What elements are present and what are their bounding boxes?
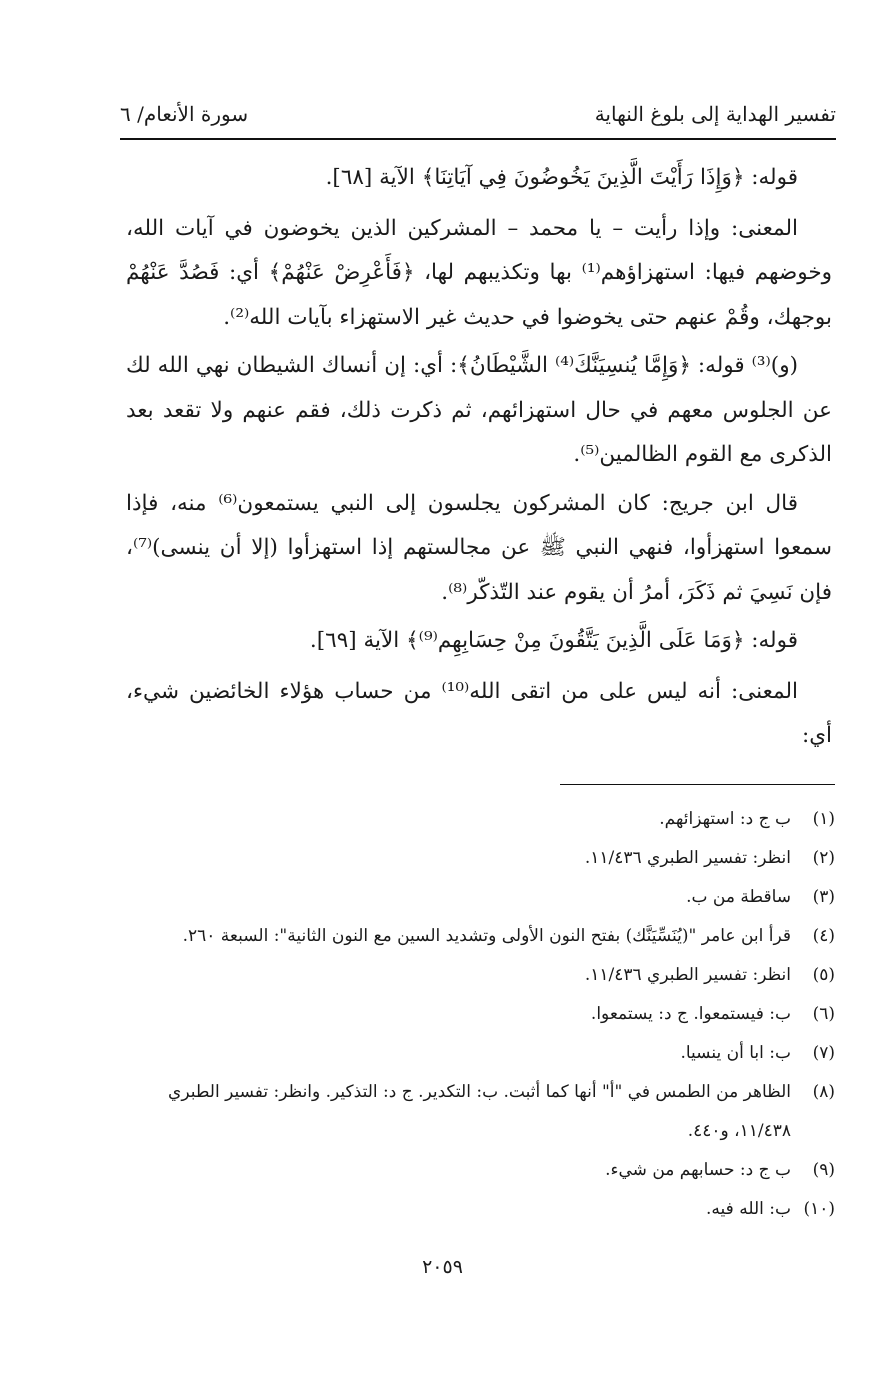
footnote bbox=[110, 917, 835, 956]
meaning-paragraph-69: المعنى: أنه ليس على من اتقى الله⁽¹⁰⁾ من حساب هؤلاء الخائضين شيء، أي: bbox=[126, 678, 832, 748]
footnote-number: (٦) bbox=[812, 1004, 835, 1024]
footnote-text: قرأ ابن عامر "(يُنَسِّيَنَّك) بفتح النون الأولى وتشديد السين مع النون الثانية": السبعة ٢٦٠. bbox=[182, 926, 791, 946]
footnote-number: (١) bbox=[812, 809, 835, 829]
footnote bbox=[110, 1151, 835, 1190]
footnote bbox=[110, 1190, 835, 1229]
footnote-text: ب ج د: استهزائهم. bbox=[659, 809, 791, 829]
verse-paragraph-nisyan: (و)⁽³⁾ قوله: ﴿وَإِمَّا يُنسِيَنَّكَ⁽⁴⁾ الشَّيْطَانُ﴾: أي: إن أنساك الشيطان نهي الله لك عن الجلوس معهم في حال استهزائهم، ثم ذكرت ذلك، فقم عنهم ولا تقعد بعد الذكرى مع القوم الظالمين⁽⁵⁾. bbox=[126, 353, 832, 467]
footnote bbox=[110, 800, 835, 839]
book-title: تفسير الهداية إلى بلوغ النهاية bbox=[594, 102, 836, 126]
footnote bbox=[110, 839, 835, 878]
header-divider bbox=[120, 138, 836, 140]
footnote-number: (٤) bbox=[812, 926, 835, 946]
footnote-text: انظر: تفسير الطبري ١١/٤٣٦. bbox=[584, 965, 791, 985]
ibn-jurayj-paragraph: قال ابن جريج: كان المشركون يجلسون إلى النبي يستمعون⁽⁶⁾ منه، فإذا سمعوا استهزأوا، فنهي النبي ﷺ عن مجالستهم إذا استهزأوا (إلا أن ينسى)⁽⁷⁾، فإن نَسِيَ ثم ذَكَرَ، أمرُ أن يقوم عند التّذكّر⁽⁸⁾. bbox=[126, 490, 832, 605]
footnote-number: (٧) bbox=[812, 1043, 835, 1063]
footnote bbox=[110, 995, 835, 1034]
meaning-paragraph-68: المعنى: وإذا رأيت – يا محمد – المشركين الذين يخوضون في آيات الله، وخوضهم فيها: استهزاؤهم⁽¹⁾ بها وتكذيبهم لها، ﴿فَأَعْرِضْ عَنْهُمْ﴾ أي: فَصُدَّ عَنْهُمْ بوجهك، وقُمْ عنهم حتى يخوضوا في حديث غير الاستهزاء بآيات الله⁽²⁾. bbox=[126, 215, 832, 330]
footnote-number: (٥) bbox=[812, 965, 835, 985]
footnote-text: ب: ابا أن ينسيا. bbox=[680, 1043, 791, 1063]
footnote bbox=[110, 1073, 835, 1151]
footnotes bbox=[110, 800, 835, 1229]
footnotes-divider bbox=[560, 784, 835, 785]
footnote bbox=[110, 956, 835, 995]
footnote bbox=[110, 878, 835, 917]
footnote-number: (٩) bbox=[812, 1160, 835, 1180]
footnote bbox=[110, 1034, 835, 1073]
footnote-text: انظر: تفسير الطبري ١١/٤٣٦. bbox=[584, 848, 791, 868]
footnote-text: الظاهر من الطمس في "أ" أنها كما أثبت. ب: التكدير. ج د: التذكير. وانظر: تفسير الطبري ١١/٤٣٨، و٤٤٠. bbox=[168, 1082, 791, 1141]
footnote-number: (١٠) bbox=[803, 1199, 835, 1219]
footnote-number: (٨) bbox=[812, 1082, 835, 1102]
footnote-text: ساقطة من ب. bbox=[686, 887, 791, 907]
main-text bbox=[126, 156, 832, 763]
running-header bbox=[120, 92, 836, 136]
footnote-number: (٣) bbox=[812, 887, 835, 907]
surah-label: سورة الأنعام/ ٦ bbox=[120, 102, 249, 126]
footnote-text: ب: الله فيه. bbox=[706, 1199, 791, 1219]
footnote-text: ب: فيستمعوا. ج د: يستمعوا. bbox=[590, 1004, 791, 1024]
footnote-text: ب ج د: حسابهم من شيء. bbox=[605, 1160, 791, 1180]
verse-paragraph-68: قوله: ﴿وَإِذَا رَأَيْتَ الَّذِينَ يَخُوضُونَ فِي آيَاتِنَا﴾ الآية [٦٨]. bbox=[325, 165, 798, 190]
footnote-number: (٢) bbox=[812, 848, 835, 868]
page-number: ٢٠٥٩ bbox=[422, 1256, 463, 1278]
verse-paragraph-69: قوله: ﴿وَمَا عَلَى الَّذِينَ يَتَّقُونَ مِنْ حِسَابِهِم⁽⁹⁾﴾ الآية [٦٩]. bbox=[309, 628, 798, 653]
